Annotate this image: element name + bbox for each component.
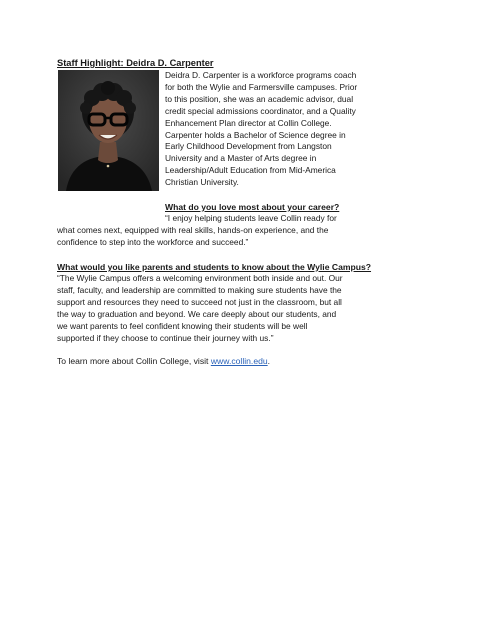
bio-line: to this position, she was an academic advisor, dual xyxy=(165,93,354,104)
answer-wylie-line: support and resources they need to succeed not just in the classroom, but all xyxy=(57,296,342,307)
answer-wylie-line: supported if they choose to continue their journey with us.” xyxy=(57,332,274,343)
answer-wylie-campus xyxy=(57,273,427,344)
bio-line: Christian University. xyxy=(165,177,239,188)
bio-paragraph xyxy=(165,70,405,189)
bio-line: Early Childhood Development from Langston xyxy=(165,141,332,152)
bio-line: University and a Master of Arts degree in xyxy=(165,153,317,164)
portrait-photo xyxy=(58,70,159,191)
answer-career xyxy=(57,213,417,249)
answer-career-line: confidence to step into the workforce and succeed.” xyxy=(57,236,249,247)
answer-wylie-line: staff, faculty, and leadership are committed to making sure students have the xyxy=(57,284,342,295)
closing-text: To learn more about Collin College, visit xyxy=(57,356,211,366)
bio-line: Carpenter holds a Bachelor of Science degree in xyxy=(165,129,346,140)
answer-wylie-line: the way to graduation and beyond. We care deeply about our students, and xyxy=(57,308,337,319)
question-career: What do you love most about your career? xyxy=(165,202,340,212)
bio-line: credit special admissions coordinator, and a Quality xyxy=(165,105,356,116)
question-wylie-campus: What would you like parents and students to know about the Wylie Campus? xyxy=(57,262,372,272)
answer-wylie-line: we want parents to feel confident knowing their students will be well xyxy=(57,320,308,331)
bio-line: Leadership/Adult Education from Mid-America xyxy=(165,165,336,176)
closing-suffix: . xyxy=(267,356,271,366)
staff-highlight-heading: Staff Highlight: Deidra D. Carpenter xyxy=(57,58,214,68)
portrait-photo-icon xyxy=(58,70,159,191)
answer-career-line: “I enjoy helping students leave Collin ready for xyxy=(165,213,337,223)
bio-line: Deidra D. Carpenter is a workforce programs coach xyxy=(165,70,357,80)
answer-career-line: what comes next, equipped with real skills, hands-on experience, and the xyxy=(57,224,329,235)
bio-line: Enhancement Plan director at Collin College. xyxy=(165,117,332,128)
answer-wylie-line: “The Wylie Campus offers a welcoming environment both inside and out. Our xyxy=(57,273,343,283)
closing-line xyxy=(57,355,270,367)
bio-line: for both the Wylie and Farmersville campuses. Prior xyxy=(165,81,358,92)
collin-website-link[interactable]: www.collin.edu xyxy=(210,356,268,366)
